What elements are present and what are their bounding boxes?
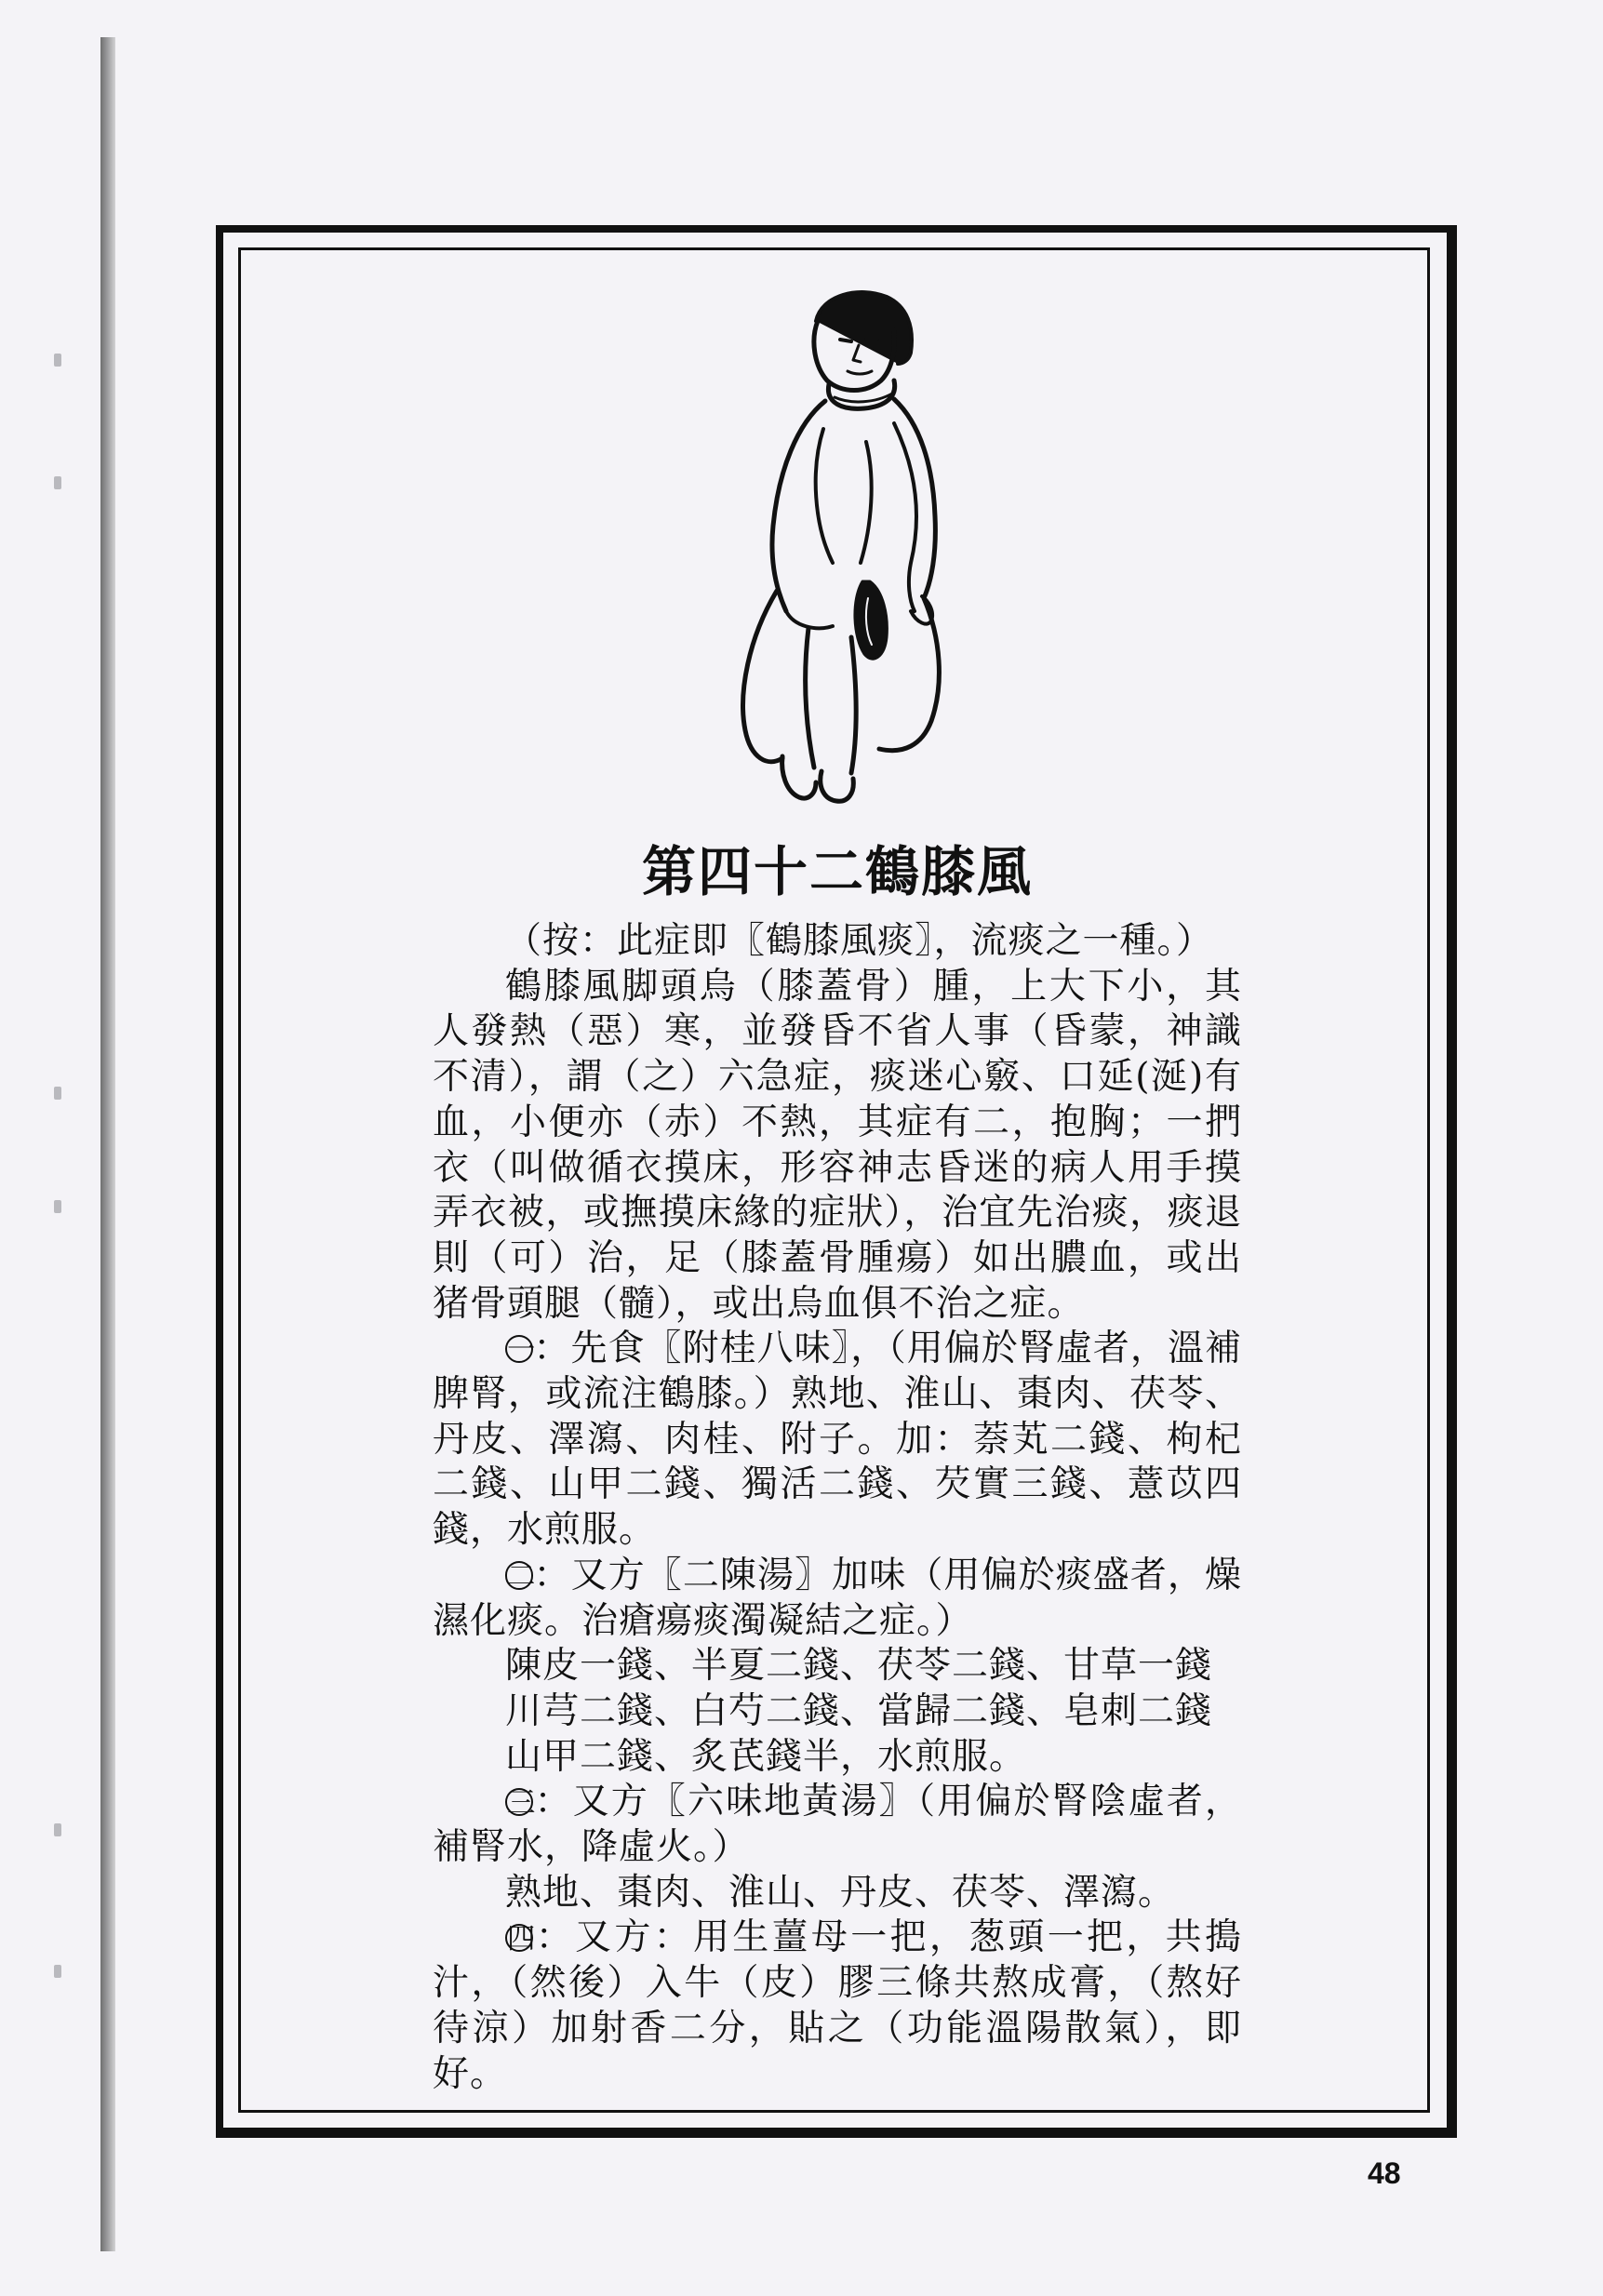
intro-paragraph: 鶴膝風脚頭烏（膝蓋骨）腫，上大下小，其人發熱（惡）寒，並發昏不省人事（昏蒙，神識不清），謂（之）六急症，痰迷心竅、口延(涎)有血，小便亦（赤）不熱，其症有二，抱胸；一捫衣（叫做循衣摸床，形容神志昏迷的病人用手摸弄衣被，或撫摸床緣的症狀），治宜先治痰，痰退則（可）治，足（膝蓋骨腫瘍）如出膿血，或出猪骨頭腿（髓），或出烏血俱不治之症。	[433, 965, 1242, 1325]
ingredient-line: 熟地、棗肉、淮山、丹皮、茯苓、澤瀉。	[505, 1871, 1176, 1914]
binding-edge	[100, 37, 115, 2251]
figure-leg	[743, 591, 782, 762]
punch-mark	[54, 1965, 61, 1978]
figure-collar	[828, 380, 894, 408]
note-paragraph: （按：此症即〖鶴膝風痰〗，流痰之一種。）	[505, 920, 1214, 962]
figure-mouth	[848, 371, 872, 374]
chapter-title: 第四十二鶴膝風	[641, 840, 1033, 903]
punch-mark	[54, 354, 61, 367]
figure-nose	[853, 345, 861, 362]
remedy-four	[433, 1916, 1242, 2097]
ingredient-line: 陳皮一錢、半夏二錢、茯苓二錢、甘草一錢	[505, 1645, 1213, 1688]
remedy-one	[433, 1327, 1242, 1554]
remedy-four-text: ：又方：用生薑母一把，葱頭一把，共搗汁，（然後）入牛（皮）膠三條共熬成膏，（熬好待涼）加射香二分，貼之（功能溫陽散氣），即好。	[433, 1916, 1242, 2095]
ingredient-line: 山甲二錢、炙芪錢半，水煎服。	[505, 1735, 1027, 1778]
remedy-three	[433, 1780, 1242, 1870]
page-number: 48	[1368, 2156, 1401, 2190]
punch-mark	[54, 1200, 61, 1213]
figure-hair	[816, 292, 912, 364]
remedy-two	[433, 1554, 1242, 1644]
remedy-number-badge: 一	[507, 1333, 537, 1367]
ingredient-line: 川芎二錢、白芍二錢、當歸二錢、皂刺二錢	[505, 1689, 1213, 1732]
punch-mark	[54, 476, 61, 489]
figure-swollen-knee	[855, 581, 887, 659]
main-text	[433, 919, 1242, 2097]
punch-mark	[54, 1823, 61, 1836]
remedy-one-text: ：先食〖附桂八味〗，（用偏於腎虛者，溫補脾腎，或流注鶴膝。）熟地、淮山、棗肉、茯苓、丹皮、澤瀉、肉桂、附子。加：萘芄二錢、枸杞二錢、山甲二錢、獨活二錢、芡實三錢、薏苡四錢，水煎服。	[433, 1328, 1242, 1552]
seated-patient-illustration	[712, 284, 991, 805]
remedy-number-badge: 四	[507, 1922, 537, 1956]
remedy-three-text: ：又方〖六味地黃湯〗（用偏於腎陰虛者，補腎水，降虛火。）	[433, 1781, 1242, 1869]
remedy-number-badge: 二	[507, 1560, 537, 1594]
remedy-number-badge: 三	[507, 1786, 537, 1820]
remedy-two-text: ：又方〖二陳湯〗加味（用偏於痰盛者，燥濕化痰。治瘡瘍痰濁凝結之症。）	[433, 1554, 1242, 1642]
punch-mark	[54, 1087, 61, 1100]
figure-arm	[894, 423, 916, 611]
